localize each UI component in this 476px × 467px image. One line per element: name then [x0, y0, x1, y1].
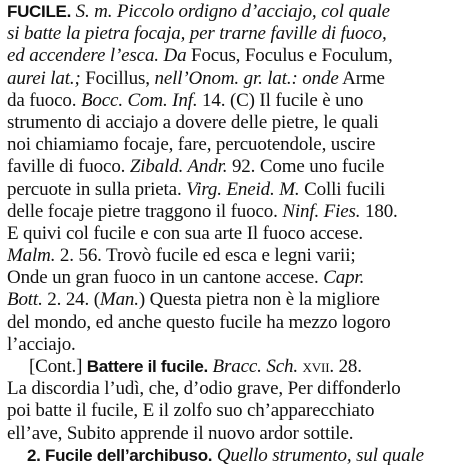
citation: Zibald. Andr.	[129, 156, 228, 178]
section-1-line-2: La discordia l’udì, che, d’odio grave, Per diffonderlo	[7, 378, 401, 400]
etymology-source: nell’Onom. gr. lat.: onde	[154, 67, 339, 89]
citation: Bocc. Com. Inf.	[80, 89, 198, 111]
entry-line-4	[7, 68, 472, 90]
phrase-heading: Fucile dell’archibuso.	[40, 445, 213, 465]
definition-text: ed accendere l’esca.	[7, 45, 159, 67]
body-text: 14. (C) Il fucile è uno	[197, 89, 364, 111]
dictionary-page	[0, 1, 476, 466]
body-text: 180.	[360, 200, 398, 222]
sense-number: 2.	[27, 445, 41, 465]
entry-line-13	[7, 267, 472, 289]
body-text: percuote in sulla prieta.	[7, 178, 187, 200]
entry-line-12	[7, 245, 472, 267]
citation: Ninf. Fies.	[282, 200, 361, 222]
citation-marker: Man.	[99, 289, 139, 311]
body-text: da fuoco.	[7, 89, 81, 111]
entry-line-1	[7, 1, 472, 23]
section-1-line-4: ell’ave, Subito apprende il nuovo ardor sottile.	[7, 422, 354, 444]
citation: Bracc. Sch.	[207, 356, 298, 377]
entry-line-5	[7, 90, 472, 112]
phrase-heading: Battere il fucile.	[82, 357, 208, 376]
grammar-definition: S. m. Piccolo ordigno d’acciajo, col quale	[71, 1, 390, 22]
body-text: delle focaje pietre traggono il fuoco.	[7, 200, 283, 222]
etymology-da: Da	[163, 45, 187, 67]
entry-line-14	[7, 289, 472, 311]
headword: FUCILE.	[7, 2, 72, 21]
citation: Malm.	[7, 245, 56, 267]
entry-line-6: strumento di acciajo a dovere delle pietre, le quali	[7, 111, 379, 133]
body-text: Colli fucili	[299, 178, 386, 200]
etymology-text: Arme	[338, 67, 385, 89]
body-text: xvii. 28.	[297, 356, 362, 377]
body-text: 2. 56. Trovò fucile ed esca e legni varii;	[55, 245, 356, 267]
entry-line-8	[7, 156, 472, 178]
bracket-marker: [Cont.]	[29, 356, 83, 377]
citation: Bott.	[7, 289, 43, 311]
entry-line-7: noi chiamiamo focaje, fare, percuotendole, uscire	[7, 134, 376, 156]
body-text: Onde un gran fuoco in un cantone accese.	[7, 267, 324, 289]
section-1-line-3: poi batte il fucile, E il zolfo suo ch’apparecchiato	[7, 400, 375, 422]
citation: Capr.	[323, 267, 365, 289]
entry-line-2: si batte la pietra focaja, per trarne faville di fuoco,	[7, 23, 387, 45]
section-2-line-1	[7, 445, 472, 467]
citation: Virg. Eneid. M.	[186, 178, 300, 200]
section-1-line-1	[7, 356, 472, 378]
body-text: faville di fuoco.	[7, 156, 130, 178]
body-text: ) Questa pietra non è la migliore	[138, 289, 380, 311]
entry-line-16: l’acciajo.	[7, 333, 76, 355]
entry-line-9	[7, 179, 472, 201]
etymology-source: aurei lat.;	[7, 67, 81, 89]
body-text: 2. 24. (	[42, 289, 100, 311]
entry-line-3	[7, 45, 472, 67]
etymology-text: Focus, Foculus e Foculum,	[186, 45, 393, 67]
etymology-text: Focillus,	[80, 67, 155, 89]
entry-line-10	[7, 201, 472, 223]
definition-text: Quello strumento, sul quale	[212, 444, 424, 466]
entry-line-15: del mondo, ed anche questo fucile ha mezzo logoro	[7, 311, 391, 333]
entry-line-11: E quivi col fucile e con sua arte Il fuoco accese.	[7, 222, 363, 244]
body-text: 92. Come uno fucile	[227, 156, 385, 178]
